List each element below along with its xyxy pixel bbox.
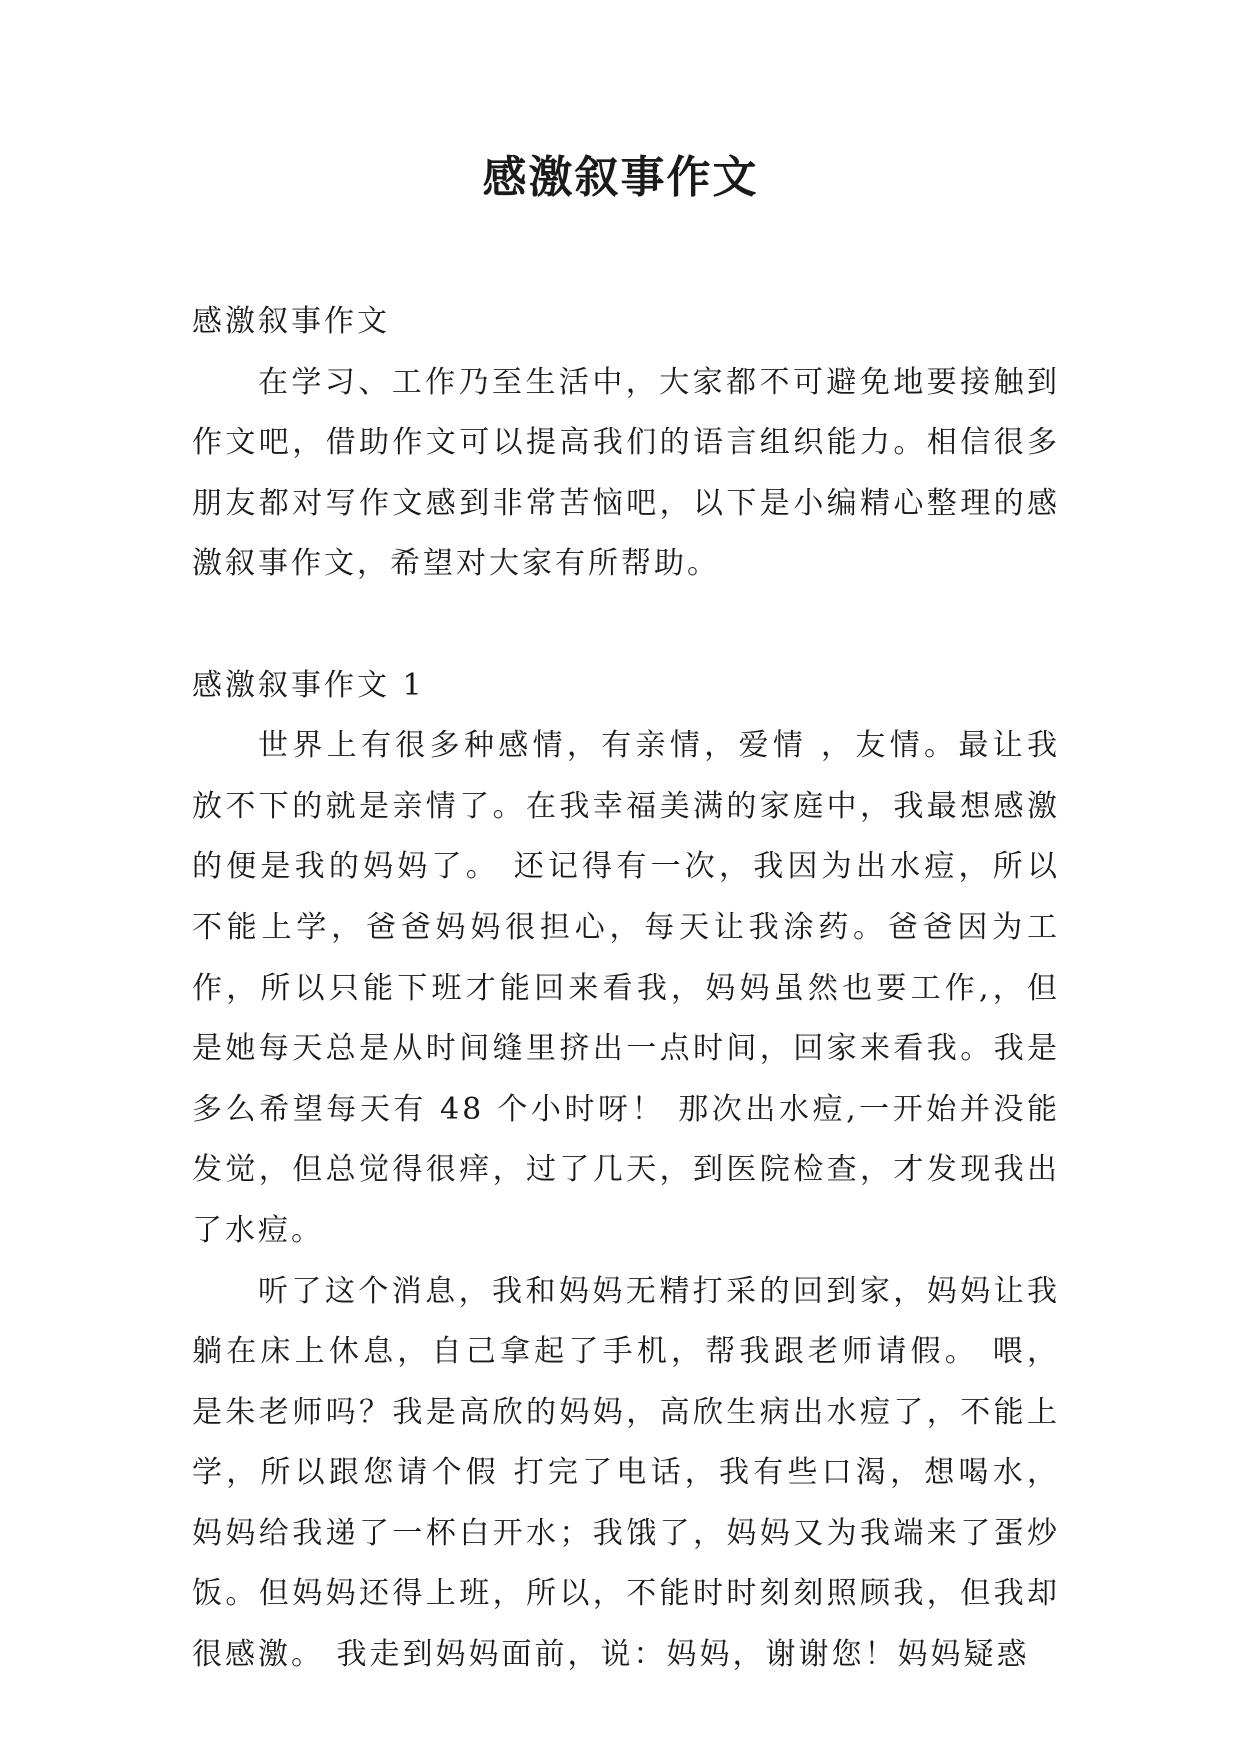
document-title: 感激叙事作文 [482,152,759,203]
section-1-paragraph-2: 听了这个消息，我和妈妈无精打采的回到家，妈妈让我躺在床上休息，自己拿起了手机，帮我跟老师请假。 喂，是朱老师吗？我是高欣的妈妈，高欣生病出水痘了，不能上学，所以跟您请个假 打完了电话，我有些口渴，想喝水，妈妈给我递了一杯白开水；我饿了，妈妈又为我端来了蛋炒饭。但妈妈还得上班，所以，不能时时刻刻照顾我，但我却很感激。 我走到妈妈面前，说：妈妈，谢谢您！妈妈疑惑 [192,1273,1060,1673]
document-body [192,292,1060,1686]
intro-paragraph: 在学习、工作乃至生活中，大家都不可避免地要接触到作文吧，借助作文可以提高我们的语言组织能力。相信很多朋友都对写作文感到非常苦恼吧，以下是小编精心整理的感激叙事作文，希望对大家有所帮助。 [192,364,1060,582]
section-spacer [192,595,1060,656]
intro-heading: 感激叙事作文 [192,304,390,339]
section-1-paragraph-1: 世界上有很多种感情，有亲情，爱情 ，友情。最让我放不下的就是亲情了。在我幸福美满的家庭中，我最想感激的便是我的妈妈了。 还记得有一次，我因为出水痘，所以不能上学，爸爸妈妈很担心，每天让我涂药。爸爸因为工作，所以只能下班才能回来看我，妈妈虽然也要工作,，但是她每天总是从时间缝里挤出一点时间，回家来看我。我是多么希望每天有 48 个小时呀！ 那次出水痘,一开始并没能发觉，但总觉得很痒，过了几天，到医院检查，才发现我出了水痘。 [192,728,1060,1248]
section-1-heading: 感激叙事作文 1 [192,667,425,703]
